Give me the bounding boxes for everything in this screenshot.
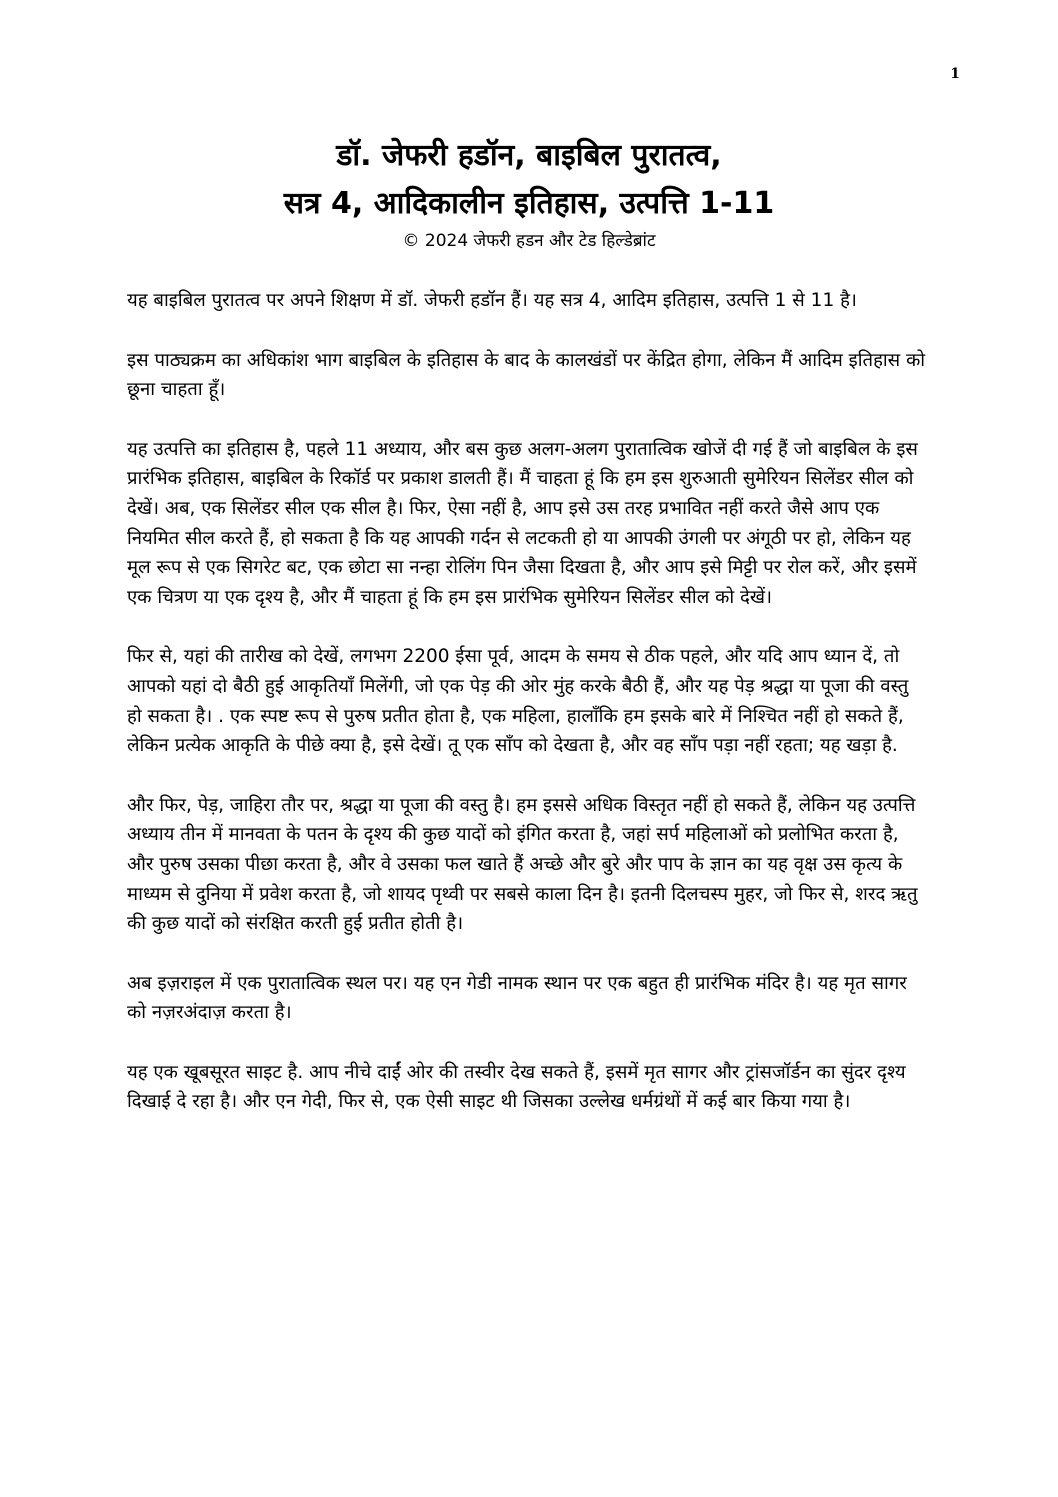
copyright-line: © 2024 जेफरी हडन और टेड हिल्डेब्रांट <box>402 231 656 251</box>
title-block <box>0 132 1058 254</box>
document-body <box>127 286 927 1147</box>
paragraph-2: इस पाठ्यक्रम का अधिकांश भाग बाइबिल के इतिहास के बाद के कालखंडों पर केंद्रित होगा, लेकिन मैं आदिम इतिहास को छूना चाहता हूँ। <box>127 349 926 401</box>
paragraph-4: फिर से, यहां की तारीख को देखें, लगभग 2200 ईसा पूर्व, आदम के समय से ठीक पहले, और यदि आप ध्यान दें, तो आपको यहां दो बैठी हुई आकृतियाँ मिलेंगी, जो एक पेड़ की ओर मुंह करके बैठी हैं, और यह पेड़ श्रद्धा या पूजा की वस्तु हो सकता है। . एक स्पष्ट रूप से पुरुष प्रतीत होता है, एक महिला, हालाँकि हम इसके बारे में निश्चित नहीं हो सकते हैं, लेकिन प्रत्येक आकृति के पीछे क्या है, इसे देखें। तू एक साँप को देखता है, और वह साँप पड़ा नहीं रहता; यह खड़ा है. <box>127 646 909 757</box>
paragraph-6: अब इज़राइल में एक पुरातात्विक स्थल पर। यह एन गेडी नामक स्थान पर एक बहुत ही प्रारंभिक मंदिर है। यह मृत सागर को नज़रअंदाज़ करता है। <box>127 972 907 1024</box>
page-number: 1 <box>950 66 960 82</box>
paragraph-5: और फिर, पेड़, जाहिरा तौर पर, श्रद्धा या पूजा की वस्तु है। हम इससे अधिक विस्तृत नहीं हो सकते हैं, लेकिन यह उत्पत्ति अध्याय तीन में मानवता के पतन के दृश्य की कुछ यादों को इंगित करता है, जहां सर्प महिलाओं को प्रलोभित करता है, और पुरुष उसका पीछा करता है, और वे उसका फल खाते हैं अच्छे और बुरे और पाप के ज्ञान का यह वृक्ष उस कृत्य के माध्यम से दुनिया में प्रवेश करता है, जो शायद पृथ्वी पर सबसे काला दिन है। इतनी दिलचस्प मुहर, जो फिर से, शरद ऋतु की कुछ यादों को संरक्षित करती हुई प्रतीत होती है। <box>127 794 918 935</box>
page-title-line-1: डॉ. जेफरी हडॉन, बाइबिल पुरातत्व, <box>336 138 722 173</box>
paragraph-7: यह एक खूबसूरत साइट है. आप नीचे दाईं ओर की तस्वीर देख सकते हैं, इसमें मृत सागर और ट्रांसजॉर्डन का सुंदर दृश्य दिखाई दे रहा है। और एन गेदी, फिर से, एक ऐसी साइट थी जिसका उल्लेख धर्मग्रंथों में कई बार किया गया है। <box>127 1061 906 1113</box>
paragraph-1: यह बाइबिल पुरातत्व पर अपने शिक्षण में डॉ. जेफरी हडॉन हैं। यह सत्र 4, आदिम इतिहास, उत्पत्ति 1 से 11 है। <box>127 290 857 311</box>
paragraph-3: यह उत्पत्ति का इतिहास है, पहले 11 अध्याय, और बस कुछ अलग-अलग पुरातात्विक खोजें दी गई हैं जो बाइबिल के इस प्रारंभिक इतिहास, बाइबिल के रिकॉर्ड पर प्रकाश डालती हैं। मैं चाहता हूं कि हम इस शुरुआती सुमेरियन सिलेंडर सील को देखें। अब, एक सिलेंडर सील एक सील है। फिर, ऐसा नहीं है, आप इसे उस तरह प्रभावित नहीं करते जैसे आप एक नियमित सील करते हैं, हो सकता है कि यह आपकी गर्दन से लटकती हो या आपकी उंगली पर अंगूठी पर हो, लेकिन यह मूल रूप से एक सिगरेट बट, एक छोटा सा नन्हा रोलिंग पिन जैसा दिखता है, और आप इसे मिट्टी पर रोल करें, और इसमें एक चित्रण या एक दृश्य है, और मैं चाहता हूं कि हम इस प्रारंभिक सुमेरियन सिलेंडर सील को देखें। <box>127 438 918 608</box>
page-title-line-2: सत्र 4, आदिकालीन इतिहास, उत्पत्ति 1-11 <box>283 186 775 221</box>
